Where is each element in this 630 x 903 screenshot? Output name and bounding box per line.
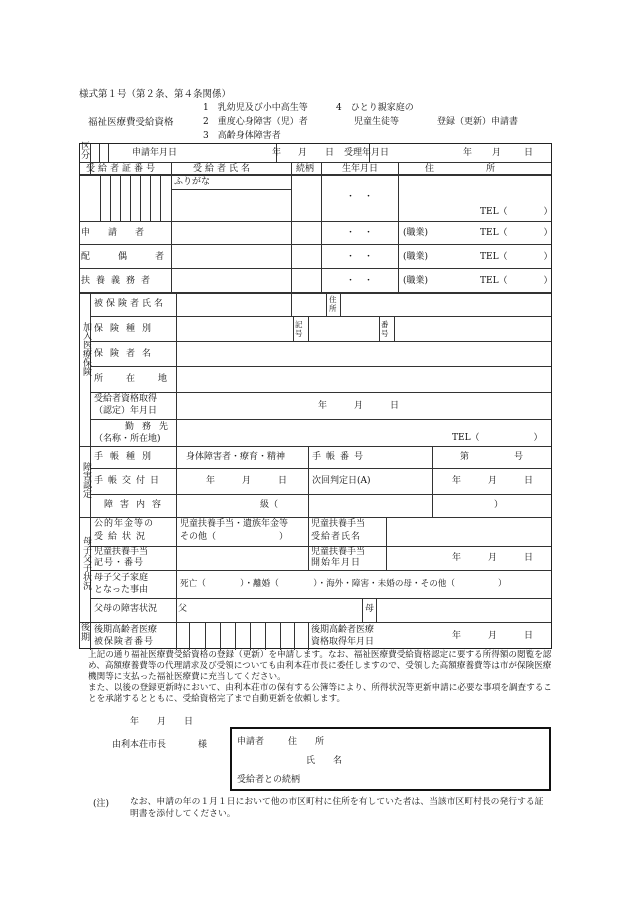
supporter-job: (職業) [403, 276, 429, 286]
address-label: 住所 [425, 164, 548, 174]
elderly-insured-label-1: 後期高齢者医療 [94, 625, 158, 635]
reason-label-2: となった事由 [94, 585, 149, 595]
elderly-acquired-label-2: 資格取得年月日 [311, 637, 375, 647]
relation-label: 続柄 [296, 164, 315, 174]
option-2: 2 重度心身障害（児）者 [203, 117, 308, 127]
number-label: 番号 [381, 320, 389, 338]
single-parent-section-label: 母子父子状況 [81, 536, 91, 590]
book-number-value: 第 号 [460, 452, 524, 462]
disability-section-label: 障害認定 [81, 462, 91, 498]
accept-day: 日 [524, 148, 534, 158]
book-number-label: 手帳番号 [312, 452, 369, 462]
pension-label-1: 公的年金等の [94, 519, 155, 529]
book-type-value: 身体障害者・療育・精神 [186, 452, 286, 462]
acquired-label-1: 受給者資格取得 [94, 394, 158, 404]
recipient-birth-dots: ・ ・ [346, 192, 374, 202]
apply-month: 月 [298, 148, 308, 158]
supporter-label: 扶養義務者 [81, 276, 157, 286]
spouse-tel: TEL（ ） [480, 252, 553, 262]
acquired-label-2: （認定）年月日 [94, 406, 158, 416]
applicant-job: (職業) [403, 228, 429, 238]
apply-day: 日 [325, 148, 335, 158]
pension-value-1: 児童扶養手当・遺族年金等 [180, 519, 289, 529]
father-label: 父 [178, 604, 188, 614]
recipient-name-label: 受給者氏名 [193, 164, 254, 174]
insured-name-label: 被保険者氏名 [94, 299, 167, 309]
disability-grade: 級（ ） [260, 500, 504, 510]
applicant-tel: TEL（ ） [480, 228, 553, 238]
signature-applicant-label: 申請者 [237, 737, 265, 747]
mother-label: 母 [365, 604, 375, 614]
accept-month: 月 [492, 148, 502, 158]
next-date-label: 次回判定日(A) [312, 476, 371, 486]
pension-label-2: 受給状況 [94, 532, 151, 542]
allowance-start-label-1: 児童扶養手当 [311, 547, 366, 557]
notice-paragraph-1: 上記の通り福祉医療費受給資格の登録（更新）を申請します。なお、福祉医療費受給資格認定に要する所得額の閲覧を認め、高額療養費等の代理請求及び受領についても由利本荘市長に委任しますので、受領した高額療養費等は市が保険医療機関等に支払った福祉医療費に充当してください。 [88, 650, 552, 682]
reason-value: 死亡（ ）・離婚（ ）・海外・障害・未婚の母・その他（ ） [180, 579, 507, 589]
work-tel: TEL（ ） [452, 433, 543, 443]
acquired-date: 年 月 日 [318, 401, 400, 411]
qualification-label: 福祉医療費受給資格 [88, 117, 174, 128]
option-1: 1 乳幼児及び小中高生等 [203, 103, 308, 113]
signature-name-label: 氏 名 [306, 756, 343, 766]
allowance-no-label-1: 児童扶養手当 [94, 547, 149, 557]
mayor-honorific: 様 [198, 740, 208, 750]
supporter-birth-dots: ・ ・ [346, 276, 374, 286]
option-3: 3 高齢身体障害者 [203, 131, 281, 141]
spouse-job: (職業) [403, 252, 429, 262]
notice-paragraph-2: また、以後の登録更新時において、由利本荘市の保有する公簿等により、所得状況等更新申請に必要な事項を調査することを承諾するとともに、受給資格完了まで自動更新を依頼します。 [88, 683, 552, 704]
symbol-label: 記号 [295, 320, 303, 338]
signature-address-label: 住 所 [288, 737, 325, 747]
kubun-label: 区分 [81, 142, 91, 161]
elderly-insured-label-2: 被保険者番号 [94, 637, 155, 647]
apply-date-label: 申請年月日 [132, 148, 178, 158]
next-date-value: 年 月 日 [452, 476, 534, 486]
reason-label-1: 母子父子家庭 [94, 573, 149, 583]
accept-date-label: 受理年月日 [344, 148, 390, 158]
accept-year: 年 [463, 148, 473, 158]
birth-label: 生年月日 [342, 164, 379, 174]
option-4: 4 ひとり親家庭の [336, 103, 414, 113]
apply-year: 年 [272, 148, 282, 158]
applicant-label: 申請者 [81, 228, 163, 238]
allowance-name-label-1: 児童扶養手当 [311, 519, 366, 529]
elderly-section-label: 後期 [81, 623, 91, 643]
cert-number-label: 受給者証番号 [86, 164, 159, 174]
allowance-start-date: 年 月 日 [452, 553, 534, 563]
pension-value-2: その他（ ） [180, 532, 289, 542]
spouse-birth-dots: ・ ・ [346, 252, 374, 262]
footnote-label: (注) [93, 799, 110, 809]
elderly-acquired-date: 年 月 日 [452, 631, 534, 641]
applicant-birth-dots: ・ ・ [346, 228, 374, 238]
issue-date-label: 手帳交付日 [94, 476, 165, 486]
insurance-type-label: 保険種別 [94, 324, 159, 334]
disability-content-label: 障害内容 [104, 500, 169, 510]
spouse-label: 配偶者 [81, 252, 193, 262]
signature-relation-label: 受給者との続柄 [237, 775, 301, 785]
location-label: 所在地 [94, 374, 191, 384]
insurance-section-label: 加入医療保険 [81, 322, 91, 376]
elderly-acquired-label-1: 後期高齢者医療 [311, 625, 375, 635]
footnote-text: なお、申請の年の１月１日において他の市区町村に住所を有していた者は、当該市区町村長の発行する証明書を添付してください。 [130, 797, 544, 819]
insurer-label: 保険者名 [94, 349, 159, 359]
book-type-label: 手帳種別 [94, 452, 159, 462]
work-label-2: （名称・所在地) [94, 434, 161, 444]
insured-address-label: 住所 [329, 295, 337, 313]
allowance-name-label-2: 受給者氏名 [311, 532, 362, 542]
furigana-label: ふりがな [174, 177, 211, 187]
work-label-1: 勤務先 [125, 422, 177, 432]
allowance-no-label-2: 記号・番号 [94, 558, 145, 568]
application-date: 年 月 日 [130, 717, 194, 727]
recipient-tel: TEL（ ） [480, 207, 553, 217]
form-number: 様式第１号（第２条、第４条関係） [79, 89, 232, 100]
supporter-tel: TEL（ ） [480, 276, 553, 286]
form-title: 登録（更新）申請書 [437, 117, 519, 127]
mayor-label: 由利本荘市長 [112, 740, 167, 750]
option-4-cont: 児童生徒等 [354, 117, 400, 127]
parent-status-label: 父母の障害状況 [94, 604, 158, 614]
application-form [79, 143, 552, 649]
consent-notice [88, 650, 558, 705]
issue-date-value: 年 月 日 [206, 476, 288, 486]
signature-box [230, 727, 551, 791]
allowance-start-label-2: 開始年月日 [311, 558, 362, 568]
